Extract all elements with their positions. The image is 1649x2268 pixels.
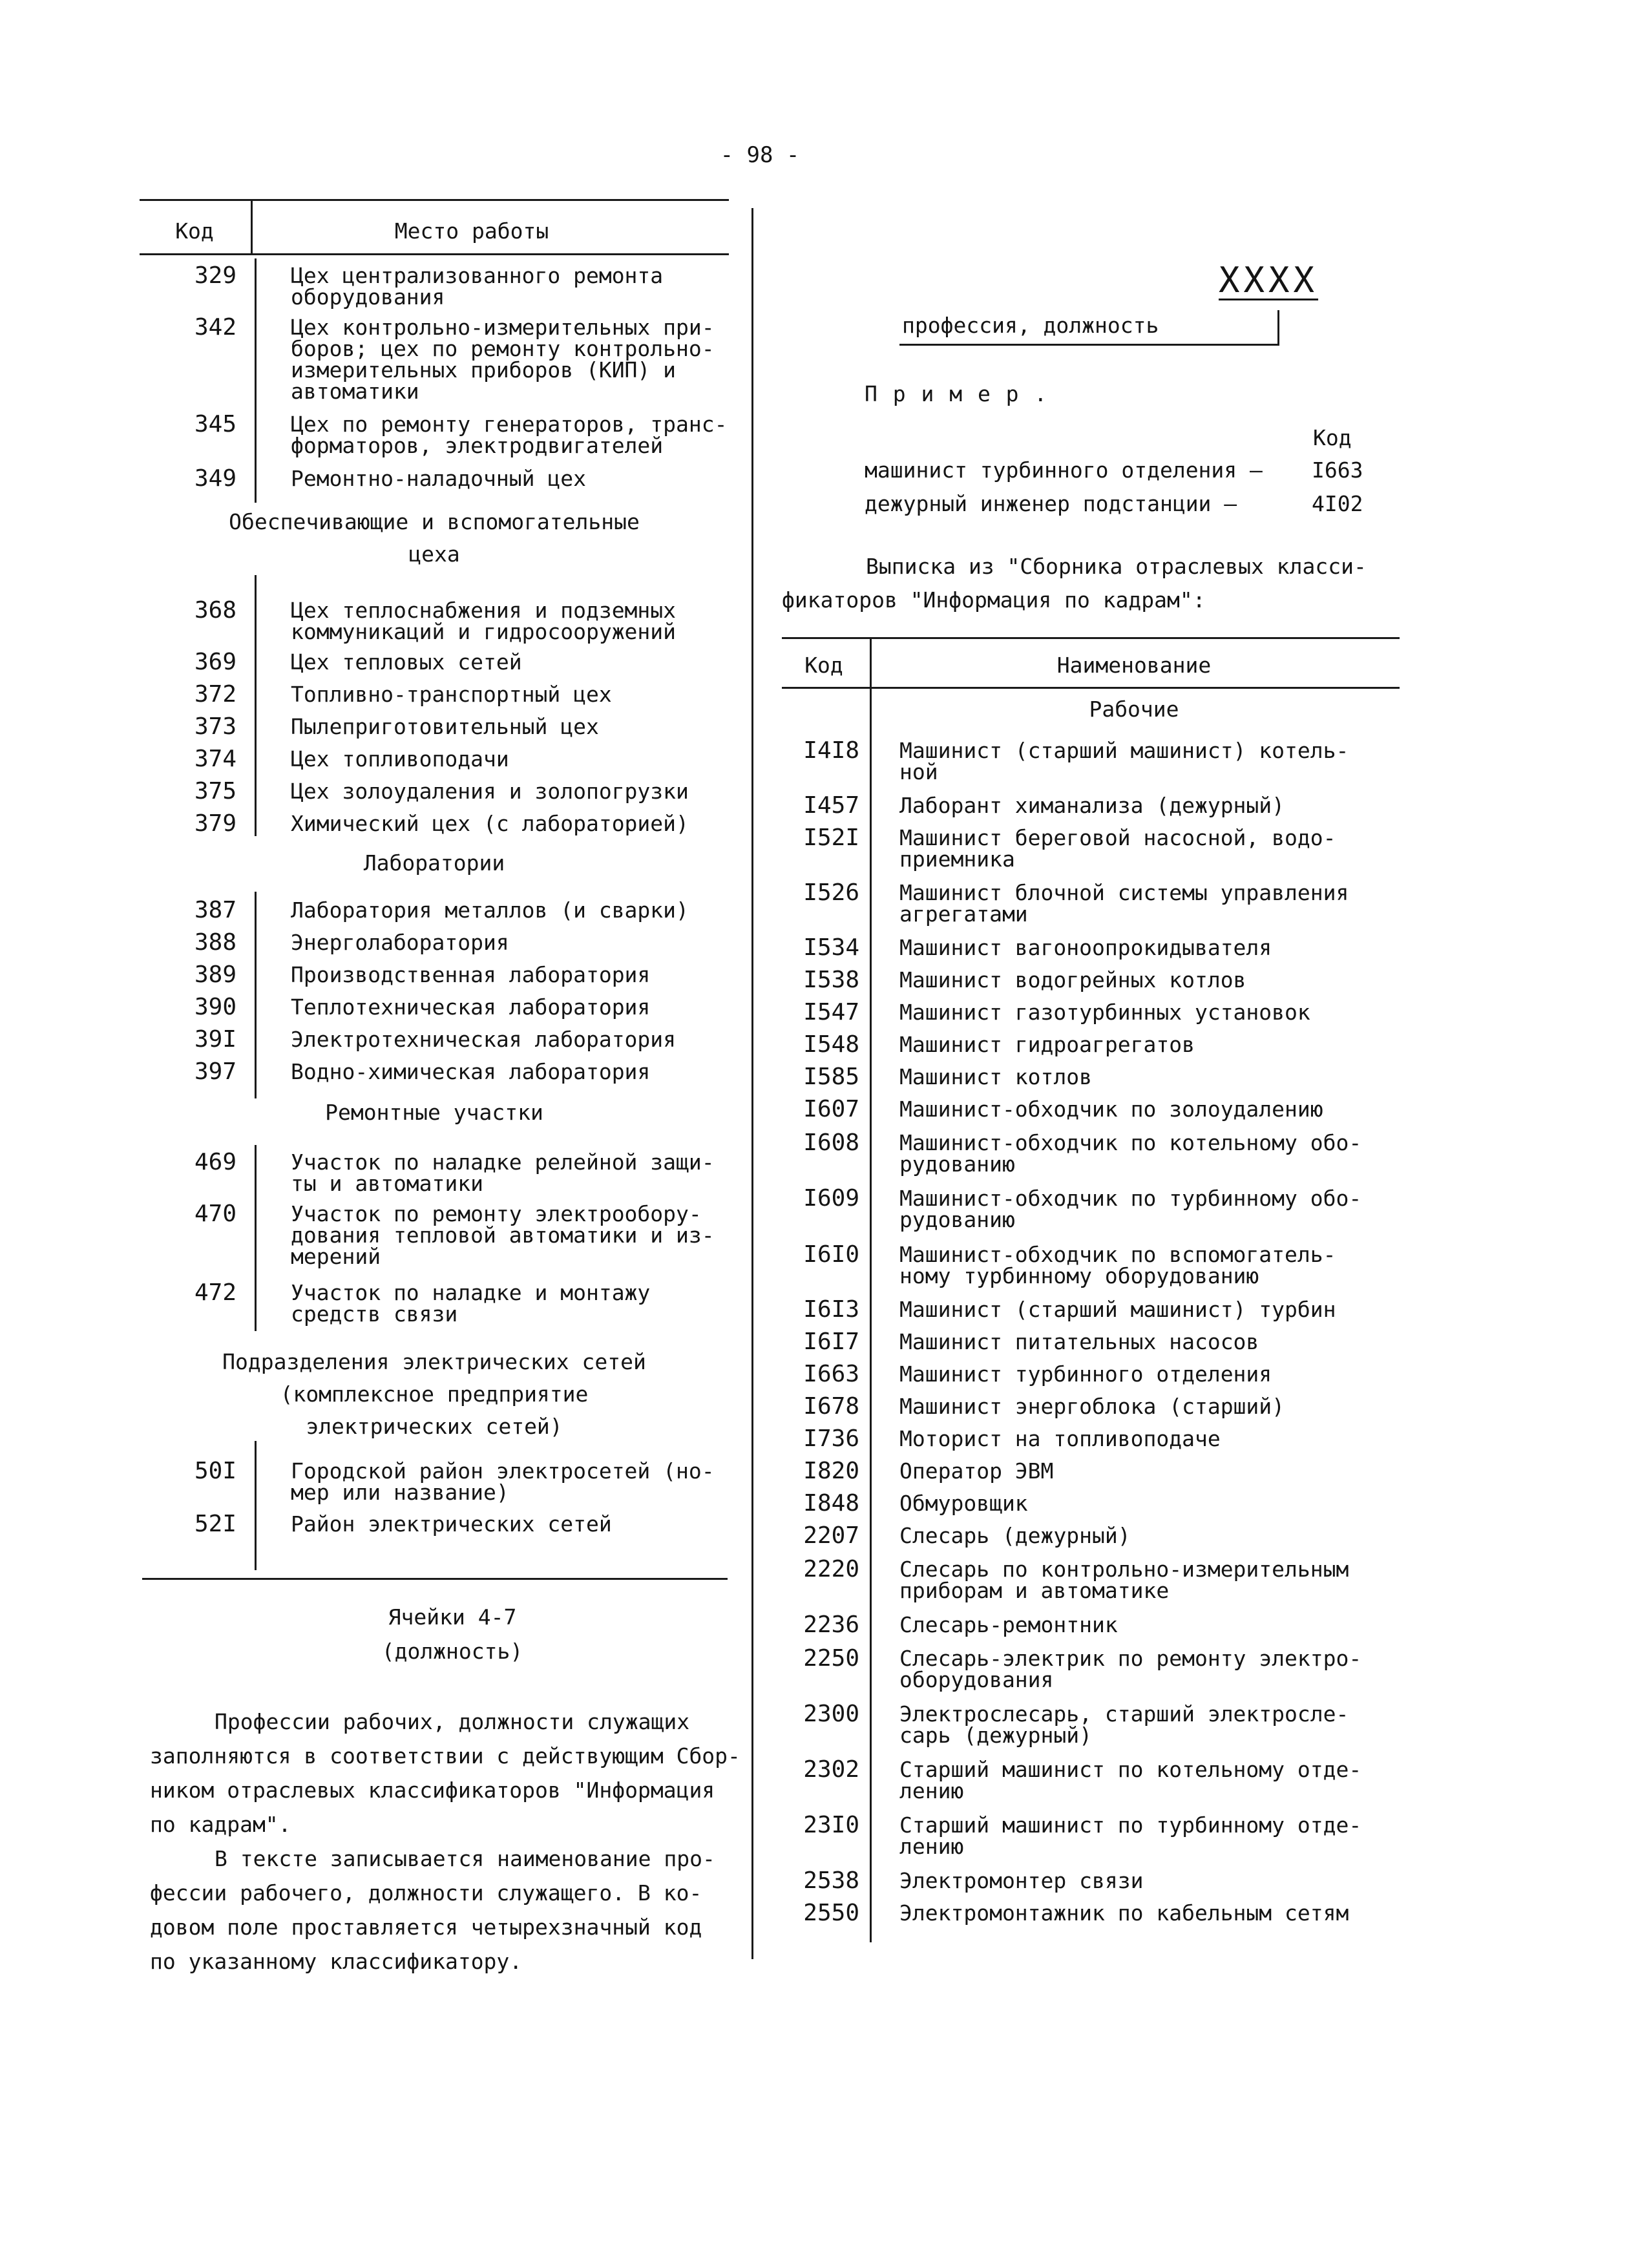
right-row-name: Обмуровщик <box>899 1491 1028 1516</box>
right-row-name: Слесарь-ремонтник <box>899 1612 1118 1637</box>
left-row-name: Цех золоудаления и золопогрузки <box>291 779 689 804</box>
left-row-name: Производственная лаборатория <box>291 962 651 987</box>
left-row-code: 470 <box>194 1201 236 1227</box>
left-row-code: 469 <box>194 1149 236 1175</box>
right-row-code: 23I0 <box>803 1812 859 1838</box>
left-row-name: Цех тепловых сетей <box>291 649 522 675</box>
right-row-code: I6I3 <box>803 1296 859 1323</box>
diagram-underline <box>899 344 1279 346</box>
example-row-code: I663 <box>1312 457 1363 483</box>
example-row-name: дежурный инженер подстанции – <box>865 491 1237 516</box>
right-row-name: Машинист-обходчик по золоудалению <box>899 1097 1323 1122</box>
paragraph-line: заполняются в соответствии с действующим Сбор- <box>150 1743 740 1769</box>
right-row-name: Слесарь по контрольно-измерительным приборам и автоматике <box>899 1557 1349 1603</box>
right-header-code: Код <box>804 653 843 678</box>
example-row-code: 4I02 <box>1312 491 1363 516</box>
column-divider <box>751 208 753 1959</box>
example-title: П р и м е р . <box>865 381 1049 406</box>
left-row-name: Водно-химическая лаборатория <box>291 1059 651 1084</box>
cells-heading: Ячейки 4-7 <box>388 1604 517 1630</box>
extract-line: Выписка из "Сборника отраслевых класси- <box>866 554 1367 579</box>
left-row-name: Цех по ремонту генераторов, транс- форматоров, электродвигателей <box>291 412 728 458</box>
left-row-name: Участок по ремонту электрообору- дования тепловой автоматики и из- мерений <box>291 1201 715 1269</box>
right-row-code: I52I <box>803 824 859 851</box>
left-section-heading: электрических сетей) <box>306 1414 563 1439</box>
example-code-header: Код <box>1313 425 1352 450</box>
right-row-name: Машинист-обходчик по котельному обо- рудованию <box>899 1130 1362 1177</box>
left-row-code: 472 <box>194 1279 236 1306</box>
right-row-name: Машинист (старший машинист) турбин <box>899 1297 1336 1322</box>
left-row-name: Пылеприготовительный цех <box>291 714 599 739</box>
right-row-code: I609 <box>803 1185 859 1212</box>
right-row-code: I547 <box>803 999 859 1025</box>
left-section-heading: Подразделения электрических сетей <box>222 1349 646 1374</box>
right-row-code: 2207 <box>803 1522 859 1549</box>
left-row-code: 389 <box>194 961 236 988</box>
left-row-name: Топливно-транспортный цех <box>291 682 612 707</box>
right-row-name: Машинист блочной системы управления агрегатами <box>899 880 1349 927</box>
right-row-name: Машинист береговой насосной, водо- приемника <box>899 825 1336 872</box>
right-row-name: Машинист (старший машинист) котель- ной <box>899 738 1349 784</box>
left-header-divider <box>251 200 253 255</box>
right-row-name: Машинист-обходчик по вспомогатель- ному турбинному оборудованию <box>899 1242 1336 1288</box>
right-row-code: 2300 <box>803 1701 859 1727</box>
left-row-code: 390 <box>194 994 236 1020</box>
code-mark: XXXX <box>1219 260 1319 300</box>
right-group-label: Рабочие <box>1089 697 1179 722</box>
extract-line: фикаторов "Информация по кадрам": <box>782 587 1206 613</box>
left-row-name: Химический цех (с лабораторией) <box>291 811 689 836</box>
left-row-code: 329 <box>194 262 236 289</box>
paragraph-line: по кадрам". <box>150 1812 291 1837</box>
right-table-top-rule <box>782 637 1400 639</box>
right-code-divider <box>870 638 872 1942</box>
right-row-name: Машинист газотурбинных установок <box>899 1000 1310 1025</box>
right-row-code: I848 <box>803 1490 859 1517</box>
left-row-name: Электротехническая лаборатория <box>291 1027 677 1052</box>
left-section-heading: Обеспечивающие и вспомогательные <box>229 509 640 534</box>
left-row-code: 372 <box>194 681 236 708</box>
left-section-heading: Лаборатории <box>363 850 505 876</box>
example-row-name: машинист турбинного отделения – <box>865 457 1263 483</box>
left-row-code: 39I <box>194 1026 236 1053</box>
left-row-name: Цех централизованного ремонта оборудования <box>291 263 664 310</box>
left-row-code: 375 <box>194 778 236 804</box>
right-row-name: Старший машинист по котельному отде- лению <box>899 1757 1362 1803</box>
right-row-code: 2220 <box>803 1556 859 1582</box>
diagram-label: профессия, должность <box>902 313 1159 338</box>
left-code-divider <box>255 258 257 503</box>
left-row-name: Ремонтно-наладочный цех <box>291 466 586 491</box>
right-header-name: Наименование <box>1056 653 1212 678</box>
right-row-name: Электромонтер связи <box>899 1868 1144 1893</box>
left-header-code: Код <box>175 218 214 244</box>
cells-subheading: (должность) <box>381 1639 523 1664</box>
right-row-code: I534 <box>803 934 859 961</box>
left-row-code: 52I <box>194 1511 236 1537</box>
left-table-top-rule <box>140 199 729 201</box>
left-row-code: 50I <box>194 1458 236 1484</box>
right-row-code: I457 <box>803 792 859 819</box>
left-row-name: Энерголаборатория <box>291 930 509 955</box>
right-row-code: 2302 <box>803 1756 859 1783</box>
paragraph-line: по указанному классификатору. <box>150 1949 523 1974</box>
left-row-name: Цех контрольно-измерительных при- боров; цех по ремонту контрольно- измерительных приборов (КИП) и автоматики <box>291 315 715 404</box>
paragraph-line: В тексте записывается наименование про- <box>215 1846 715 1871</box>
left-section-heading: цеха <box>408 541 460 567</box>
right-row-code: I663 <box>803 1361 859 1387</box>
right-row-code: 2250 <box>803 1645 859 1672</box>
paragraph-line: Профессии рабочих, должности служащих <box>215 1709 690 1734</box>
right-row-code: I585 <box>803 1064 859 1090</box>
left-row-name: Лаборатория металлов (и сварки) <box>291 898 689 923</box>
right-row-name: Старший машинист по турбинному отде- лению <box>899 1812 1362 1859</box>
right-row-name: Машинист котлов <box>899 1064 1093 1089</box>
right-row-code: I4I8 <box>803 737 859 764</box>
left-table-header-rule <box>140 253 729 255</box>
left-section-heading: Ремонтные участки <box>325 1100 543 1125</box>
right-row-code: 2550 <box>803 1900 859 1926</box>
paragraph-line: фессии рабочего, должности служащего. В ко- <box>150 1880 702 1906</box>
left-row-name: Теплотехническая лаборатория <box>291 994 651 1020</box>
left-code-divider <box>255 892 257 1098</box>
diagram-connector <box>1277 310 1279 346</box>
left-row-code: 369 <box>194 649 236 675</box>
right-row-code: I6I7 <box>803 1328 859 1355</box>
left-code-divider <box>255 1145 257 1331</box>
right-row-name: Машинист-обходчик по турбинному обо- рудованию <box>899 1186 1362 1232</box>
right-row-name: Слесарь (дежурный) <box>899 1523 1131 1548</box>
right-row-name: Машинист турбинного отделения <box>899 1361 1272 1387</box>
right-row-code: I820 <box>803 1458 859 1484</box>
left-row-name: Городской район электросетей (но- мер или название) <box>291 1458 715 1505</box>
left-row-code: 388 <box>194 929 236 956</box>
right-row-name: Машинист вагоноопрокидывателя <box>899 935 1272 960</box>
right-row-name: Лаборант химанализа (дежурный) <box>899 793 1285 818</box>
right-row-code: 2538 <box>803 1867 859 1894</box>
left-row-code: 349 <box>194 465 236 492</box>
left-row-code: 387 <box>194 897 236 923</box>
left-row-name: Участок по наладке релейной защи- ты и автоматики <box>291 1150 715 1196</box>
right-row-name: Слесарь-электрик по ремонту электро- оборудования <box>899 1646 1362 1692</box>
right-row-code: I736 <box>803 1425 859 1452</box>
left-section-heading: (комплексное предприятие <box>280 1381 589 1407</box>
paragraph-line: довом поле проставляется четырехзначный код <box>150 1915 702 1940</box>
left-header-place: Место работы <box>394 218 549 244</box>
right-row-name: Электрослесарь, старший электросле- сарь (дежурный) <box>899 1701 1349 1748</box>
left-code-divider <box>255 1441 257 1570</box>
left-row-code: 342 <box>194 314 236 341</box>
left-row-code: 368 <box>194 597 236 624</box>
right-row-code: I6I0 <box>803 1241 859 1268</box>
right-row-code: I548 <box>803 1031 859 1058</box>
right-row-name: Электромонтажник по кабельным сетям <box>899 1900 1349 1926</box>
left-table-bottom-rule <box>142 1578 728 1580</box>
right-row-name: Оператор ЭВМ <box>899 1458 1054 1484</box>
right-row-code: I607 <box>803 1096 859 1122</box>
left-row-code: 397 <box>194 1058 236 1085</box>
left-row-name: Цех топливоподачи <box>291 746 509 772</box>
right-row-name: Машинист водогрейных котлов <box>899 967 1246 992</box>
left-row-name: Район электрических сетей <box>291 1511 612 1537</box>
left-row-code: 379 <box>194 810 236 837</box>
left-row-code: 374 <box>194 746 236 772</box>
right-row-code: I678 <box>803 1393 859 1420</box>
right-row-name: Машинист питательных насосов <box>899 1329 1259 1354</box>
right-row-code: I538 <box>803 967 859 993</box>
left-row-code: 345 <box>194 411 236 437</box>
left-row-code: 373 <box>194 713 236 740</box>
right-row-code: 2236 <box>803 1612 859 1638</box>
right-table-header-rule <box>782 687 1400 689</box>
left-code-divider <box>255 575 257 836</box>
right-row-code: I608 <box>803 1129 859 1156</box>
page-number: - 98 - <box>720 142 800 168</box>
left-row-name: Цех теплоснабжения и подземных коммуникаций и гидросооружений <box>291 598 677 644</box>
right-row-name: Машинист гидроагрегатов <box>899 1032 1195 1057</box>
left-row-name: Участок по наладке и монтажу средств связи <box>291 1280 651 1327</box>
right-row-name: Моторист на топливоподаче <box>899 1426 1221 1451</box>
right-row-code: I526 <box>803 879 859 906</box>
paragraph-line: ником отраслевых классификаторов "Информация <box>150 1778 715 1803</box>
right-row-name: Машинист энергоблока (старший) <box>899 1394 1285 1419</box>
